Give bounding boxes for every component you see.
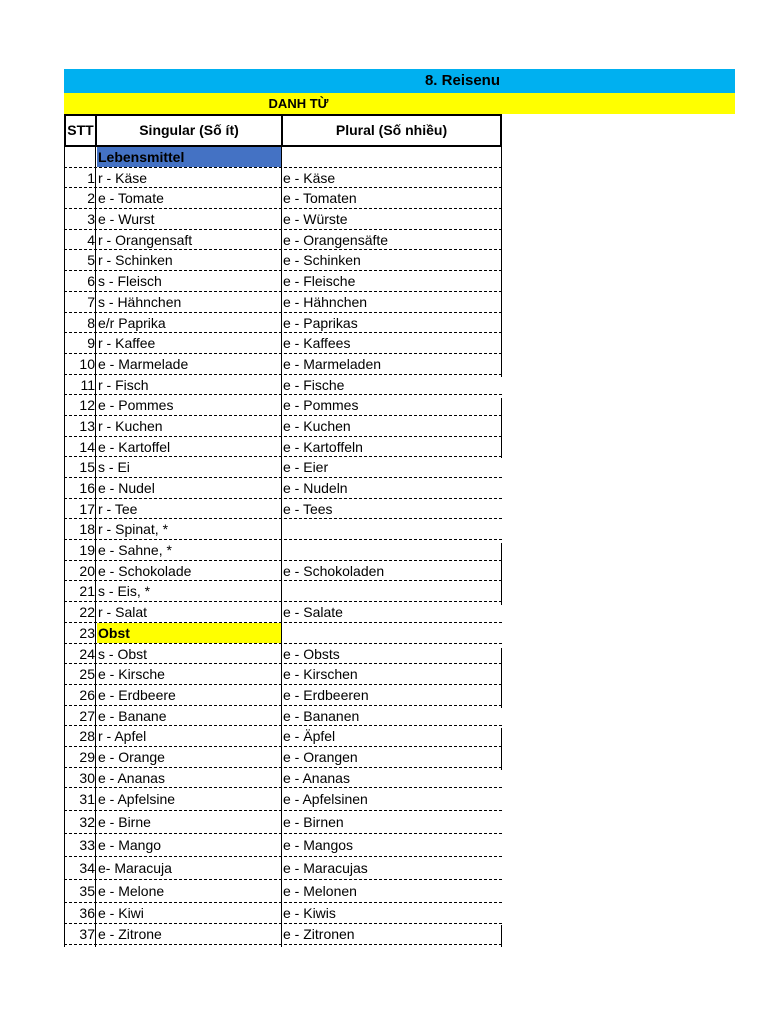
cell-stt[interactable]: 28 [79,728,95,745]
table-row [64,478,502,499]
cell-singular[interactable]: e - Kartoffel [98,438,171,455]
table-row [64,271,502,292]
cell-singular[interactable]: s - Ei [98,459,130,476]
cell-plural[interactable]: e - Obsts [283,645,340,662]
table-row [64,685,502,706]
table-row [64,644,502,665]
cell-singular[interactable]: r - Tee [98,500,138,517]
cell-stt[interactable]: 6 [87,273,95,290]
grid-line-right-bottom [501,925,502,947]
cell-stt[interactable]: 33 [79,837,95,854]
table-row [64,706,502,727]
cell-singular[interactable]: r - Käse [98,169,148,186]
cell-plural[interactable]: e - Schokoladen [283,562,385,579]
table-row [64,313,502,334]
cell-singular[interactable]: e - Sahne, * [98,542,172,559]
cell-stt[interactable]: 11 [80,376,95,393]
cell-plural[interactable] [283,519,502,539]
grid-line-right-mid4 [501,728,502,770]
table-row [64,602,502,623]
header-plural[interactable]: Plural (Số nhiều) [281,114,502,147]
cell-singular[interactable]: Obst [97,623,282,643]
table-row [64,395,502,416]
table-row [64,188,502,209]
cell-stt[interactable]: 9 [87,335,95,352]
table-row [64,519,502,540]
table-row [64,857,502,880]
cell-plural[interactable]: e - Birnen [283,814,344,831]
cell-singular[interactable]: e- Maracuja [98,860,172,877]
cell-stt[interactable]: 10 [79,355,95,372]
cell-plural[interactable]: e - Maracujas [283,860,368,877]
cell-plural[interactable]: e - Mangos [283,837,354,854]
cell-singular[interactable]: e - Tomate [98,190,164,207]
cell-plural[interactable]: e - Kiwis [283,905,336,922]
subtitle-bar [64,93,735,114]
cell-singular[interactable]: r - Salat [98,604,148,621]
grid-line-singular [281,147,282,947]
table-row [64,788,502,811]
sheet-title: 8. Reisenu [424,72,500,89]
cell-singular[interactable]: e - Mango [98,837,162,854]
cell-plural[interactable]: e - Tees [283,500,333,517]
cell-stt[interactable]: 12 [79,397,95,414]
grid-line-right-mid [501,398,502,458]
table-row [64,354,502,375]
table-row [64,416,502,437]
cell-plural[interactable]: e - Paprikas [283,314,358,331]
cell-stt[interactable]: 16 [79,480,95,496]
cell-stt[interactable]: 17 [79,500,95,517]
table-row [64,834,502,857]
header-stt[interactable]: STT [64,114,97,147]
table-row [64,209,502,230]
cell-plural[interactable] [283,540,502,560]
cell-stt[interactable]: 30 [79,769,95,786]
cell-plural[interactable]: e - Schinken [283,252,361,269]
cell-stt[interactable]: 32 [79,814,95,831]
table-row [64,903,502,924]
cell-singular[interactable]: r - Kaffee [98,335,156,352]
cell-plural[interactable]: e - Melonen [283,883,357,900]
cell-stt[interactable]: 36 [79,905,95,922]
grid-line-right-mid3 [501,648,502,708]
cell-stt[interactable] [64,147,96,167]
cell-plural[interactable]: e - Kirschen [283,666,358,683]
cell-singular[interactable]: e - Erdbeere [98,686,176,703]
table-row [64,437,502,458]
cell-plural[interactable]: e - Kaffees [283,335,351,352]
cell-singular[interactable]: e - Schokolade [98,562,192,579]
table-row [64,561,502,582]
cell-stt[interactable]: 5 [87,252,95,269]
cell-singular[interactable]: e - Wurst [98,211,155,228]
grid-line-right-top [501,147,502,377]
grid-line-left [64,147,65,947]
table-row [64,581,502,602]
cell-plural[interactable]: e - Würste [283,211,348,228]
cell-stt[interactable]: 3 [87,211,95,228]
cell-plural[interactable]: e - Kartoffeln [283,438,363,455]
cell-stt[interactable]: 23 [79,624,95,641]
cell-plural[interactable]: e - Ananas [283,769,350,786]
table-row [64,375,502,396]
cell-singular[interactable]: s - Fleisch [98,273,162,290]
cell-plural[interactable]: e - Zitronen [283,926,355,942]
cell-stt[interactable]: 29 [79,748,95,765]
cell-singular[interactable]: e - Apfelsine [98,791,176,808]
cell-singular[interactable]: r - Orangensaft [98,231,193,248]
cell-plural[interactable]: e - Eier [283,459,329,476]
cell-stt[interactable]: 31 [79,791,95,808]
cell-stt[interactable]: 34 [79,860,95,877]
cell-plural[interactable] [283,623,502,643]
cell-plural[interactable] [283,147,502,167]
cell-plural[interactable]: e - Tomaten [283,190,357,207]
cell-plural[interactable]: e - Erdbeeren [283,686,369,703]
cell-stt[interactable]: 19 [79,542,95,559]
grid-line-right-mid2 [501,543,502,605]
cell-singular[interactable]: r - Fisch [98,376,149,393]
table-row [64,292,502,313]
table-row [64,811,502,834]
cell-stt[interactable]: 21 [79,583,95,600]
cell-stt[interactable]: 25 [79,666,95,683]
table-row [64,768,502,789]
category-row [64,147,502,168]
vocabulary-table [64,147,502,945]
cell-singular[interactable]: e - Banane [98,707,167,724]
cell-plural[interactable]: e - Marmeladen [283,355,382,372]
cell-singular[interactable]: s - Hähnchen [98,293,182,310]
title-bar [64,69,735,93]
table-row [64,924,502,945]
cell-stt[interactable]: 37 [79,926,95,942]
category-row [64,623,502,644]
cell-singular[interactable]: s - Obst [98,645,148,662]
cell-stt[interactable]: 7 [87,293,95,310]
cell-plural[interactable]: e - Salate [283,604,343,621]
cell-plural[interactable]: e - Kuchen [283,417,351,434]
cell-stt[interactable]: 18 [79,521,95,538]
cell-plural[interactable]: e - Hähnchen [283,293,368,310]
cell-singular[interactable]: r - Apfel [98,728,147,745]
cell-singular[interactable]: e - Orange [98,748,165,765]
cell-stt[interactable]: 35 [79,883,95,900]
cell-singular[interactable]: e - Marmelade [98,355,189,372]
cell-singular[interactable]: e - Birne [98,814,151,831]
table-row [64,250,502,271]
cell-stt[interactable]: 13 [79,417,95,434]
table-row [64,664,502,685]
cell-plural[interactable]: e - Käse [283,169,336,186]
grid-line-stt [95,147,96,947]
table-row [64,726,502,747]
cell-stt[interactable]: 8 [87,314,95,331]
cell-plural[interactable]: e - Nudeln [283,480,348,496]
cell-stt[interactable]: 24 [79,645,95,662]
table-row [64,457,502,478]
cell-stt[interactable]: 20 [79,562,95,579]
cell-plural[interactable]: e - Orangensäfte [283,231,389,248]
cell-plural[interactable]: e - Fleische [283,273,356,290]
cell-singular[interactable]: r - Kuchen [98,417,163,434]
cell-singular[interactable]: Lebensmittel [97,147,282,167]
cell-singular[interactable]: e - Zitrone [98,926,162,942]
cell-singular[interactable]: e - Kiwi [98,905,144,922]
cell-stt[interactable]: 14 [79,438,95,455]
cell-singular[interactable]: r - Schinken [98,252,173,269]
cell-stt[interactable]: 15 [79,459,95,476]
table-row [64,499,502,520]
table-row [64,230,502,251]
cell-singular[interactable]: e - Pommes [98,397,174,414]
cell-stt[interactable]: 2 [87,190,95,207]
table-row [64,880,502,903]
cell-plural[interactable] [283,581,502,601]
table-row [64,168,502,189]
cell-singular[interactable]: s - Eis, * [98,583,151,600]
cell-plural[interactable]: e - Apfelsinen [283,791,368,808]
cell-plural[interactable]: e - Orangen [283,748,358,765]
cell-plural[interactable]: e - Fische [283,376,345,393]
cell-stt[interactable]: 27 [79,707,95,724]
table-row [64,333,502,354]
header-singular[interactable]: Singular (Số ít) [95,114,283,147]
cell-plural[interactable]: e - Bananen [283,707,360,724]
cell-stt[interactable]: 26 [79,686,95,703]
table-row [64,540,502,561]
cell-plural[interactable]: e - Äpfel [283,728,336,745]
cell-singular[interactable]: e - Ananas [98,769,165,786]
cell-singular[interactable]: e/r Paprika [98,314,166,331]
cell-stt[interactable]: 4 [87,231,95,248]
cell-stt[interactable]: 22 [79,604,95,621]
cell-singular[interactable]: e - Kirsche [98,666,165,683]
sheet-subtitle: DANH TỪ [268,96,329,111]
table-row [64,747,502,768]
cell-singular[interactable]: e - Nudel [98,480,155,496]
cell-singular[interactable]: e - Melone [98,883,165,900]
cell-stt[interactable]: 1 [87,169,95,186]
cell-singular[interactable]: r - Spinat, * [98,521,169,538]
cell-plural[interactable]: e - Pommes [283,397,359,414]
